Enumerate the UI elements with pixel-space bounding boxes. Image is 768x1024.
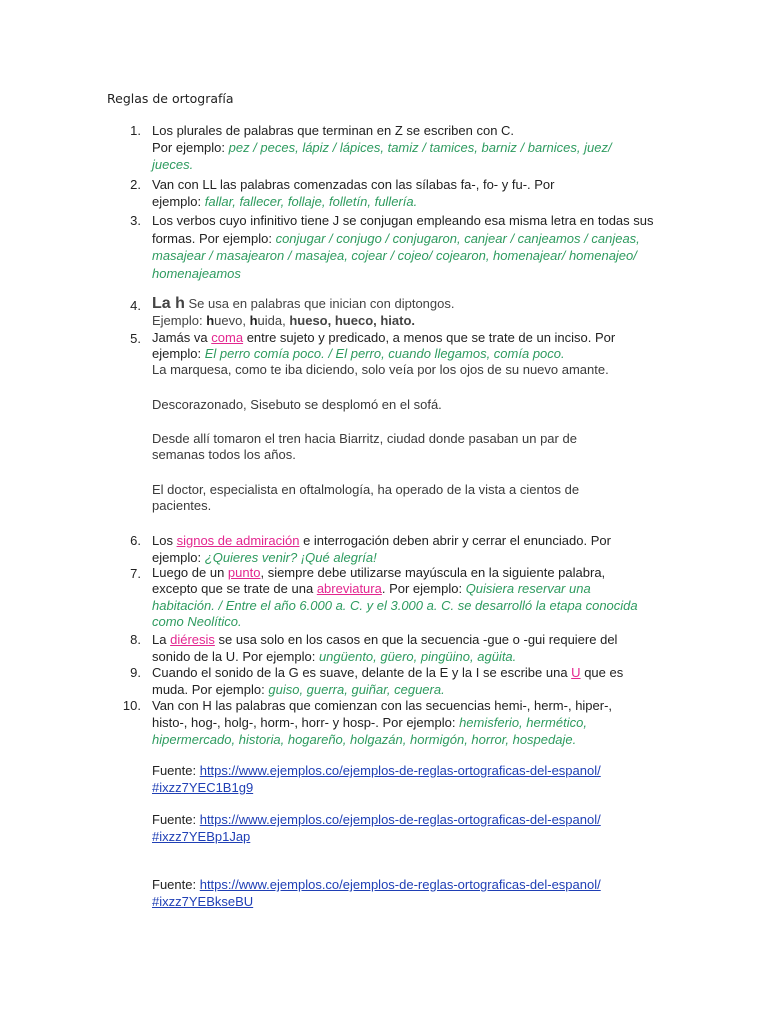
source <box>152 811 652 845</box>
rule-text: Los <box>152 533 173 548</box>
rule-number: 8. <box>130 632 141 647</box>
rule-body <box>152 631 657 665</box>
rule-example: hemisferio, hermético, hipermercado, historia, hogareño, holgazán, hormigón, horror, hospedaje. <box>152 715 587 747</box>
rule-number: 2. <box>130 177 141 192</box>
u-link[interactable]: U <box>571 665 581 680</box>
example-paragraph: El doctor, especialista en oftalmología, ha operado de la vista a cientos de pacientes. <box>152 482 580 513</box>
example-paragraph: Descorazonado, Sisebuto se desplomó en el sofá. <box>152 397 442 412</box>
rule-text: Van con H las palabras que comienzan con las secuencias hemi-, herm-, hiper-, histo-, hog-, holg-, horm-, horr- y hosp-. Por ejemplo: <box>152 698 613 730</box>
source-label: Fuente: <box>152 763 197 778</box>
abreviatura-link[interactable]: abreviatura <box>316 581 382 597</box>
rule-text: La <box>152 632 167 647</box>
source-label: Fuente: <box>152 812 197 827</box>
rule-number: 10. <box>122 698 141 713</box>
example-label: Por ejemplo: <box>152 140 225 155</box>
example-word: uevo, <box>214 313 250 328</box>
rule-text: Cuando el sonido de la G es suave, delante de la E y la I se escribe una <box>152 665 568 680</box>
source <box>152 762 652 796</box>
signos-link[interactable]: signos de admiración <box>176 533 300 548</box>
example-paragraph: Desde allí tomaron el tren hacia Biarritz, ciudad donde pasaban un par de semanas todos los años. <box>152 431 577 462</box>
document-title: Reglas de ortografía <box>107 91 234 106</box>
rule-example: ungüento, güero, pingüino, agüita. <box>318 649 517 664</box>
rule-number: 5. <box>130 331 141 346</box>
rule-text: Jamás va <box>152 330 208 345</box>
source-link[interactable]: https://www.ejemplos.co/ejemplos-de-reglas-ortograficas-del-espanol/ <box>199 877 601 892</box>
rule-example: pez / peces, lápiz / lápices, tamiz / tamices, barniz / barnices, juez/ jueces. <box>152 140 612 172</box>
dieresis-link[interactable]: diéresis <box>170 632 215 647</box>
rule-body <box>152 664 657 698</box>
rule-number: 3. <box>130 213 141 228</box>
source <box>152 876 652 910</box>
source-link-anchor[interactable]: #ixzz7YEBkseBU <box>152 894 254 909</box>
rule-body <box>152 697 647 748</box>
punto-link[interactable]: punto <box>227 565 261 580</box>
rule-body <box>152 122 652 173</box>
rule-number: 9. <box>130 665 141 680</box>
rule-text: entre sujeto y predicado, a menos que se trate de un inciso. Por ejemplo: <box>152 330 616 361</box>
rule-text: Los verbos cuyo infinitivo tiene J se conjugan empleando esa misma letra en todas sus formas. Por ejemplo: <box>152 213 654 246</box>
rule-heading: La h <box>152 295 185 312</box>
bold-letter: h <box>206 313 215 328</box>
source-link[interactable]: https://www.ejemplos.co/ejemplos-de-reglas-ortograficas-del-espanol/ <box>199 763 601 778</box>
rule-body <box>152 330 632 362</box>
rule-example: guiso, guerra, guiñar, ceguera. <box>268 682 445 697</box>
rule-example: ¿Quieres venir? ¡Qué alegría! <box>204 550 377 565</box>
rule-number: 4. <box>130 298 141 313</box>
rule-body <box>152 295 652 329</box>
rule-body <box>152 212 662 282</box>
rule-number: 6. <box>130 533 141 548</box>
bold-letter: h <box>249 313 258 328</box>
rule-text: Los plurales de palabras que terminan en Z se escriben con C. <box>152 123 515 138</box>
rule-number: 7. <box>130 566 141 581</box>
rule-text: que es muda. Por ejemplo: <box>152 665 624 697</box>
rule-example: Quisiera reservar una habitación. / Entre el año 6.000 a. C. y el 3.000 a. C. se desarrolló la etapa conocida como Neolítico. <box>152 581 638 629</box>
source-link[interactable]: https://www.ejemplos.co/ejemplos-de-reglas-ortograficas-del-espanol/ <box>199 812 601 827</box>
example-word: uida, <box>257 313 290 328</box>
rule-text: Luego de un <box>152 565 225 580</box>
example-paragraph: La marquesa, como te iba diciendo, solo veía por los ojos de su nuevo amante. <box>152 362 609 377</box>
rule-body <box>152 565 642 630</box>
rule-text: e interrogación deben abrir y cerrar el enunciado. Por ejemplo: <box>152 533 611 565</box>
rule-body <box>152 532 644 566</box>
example-label: Ejemplo: <box>152 313 203 328</box>
coma-link[interactable]: coma <box>211 330 244 345</box>
rule-text: , siempre debe utilizarse mayúscula en la siguiente palabra, excepto que se trate de una <box>152 565 606 597</box>
rule-text: Se usa en palabras que inician con diptongos. <box>188 296 455 311</box>
rule-text: Van con LL las palabras comenzadas con las sílabas fa-, fo- y fu-. Por ejemplo: <box>152 177 555 209</box>
bold-examples: hueso, hueco, hiato. <box>289 313 416 328</box>
rule-body <box>152 176 592 210</box>
source-link-anchor[interactable]: #ixzz7YEC1B1g9 <box>152 780 254 795</box>
rule-example: conjugar / conjugo / conjugaron, canjear / canjeamos / canjeas, masajear / masajearon / masajea, cojear / cojeo/ cojearon, homenajear/ homenajeo/ homenajeamos <box>152 230 640 281</box>
rule-number: 1. <box>130 123 141 138</box>
rule-example: El perro comía poco. / El perro, cuando llegamos, comía poco. <box>204 346 565 361</box>
source-label: Fuente: <box>152 877 197 892</box>
source-link-anchor[interactable]: #ixzz7YEBp1Jap <box>152 829 251 844</box>
rule-example: fallar, fallecer, follaje, folletín, fullería. <box>204 194 418 209</box>
rule-text: . Por ejemplo: <box>381 581 463 597</box>
rule-text: se usa solo en los casos en que la secuencia -gue o -gui requiere del sonido de la U. Por ejemplo: <box>152 632 618 664</box>
